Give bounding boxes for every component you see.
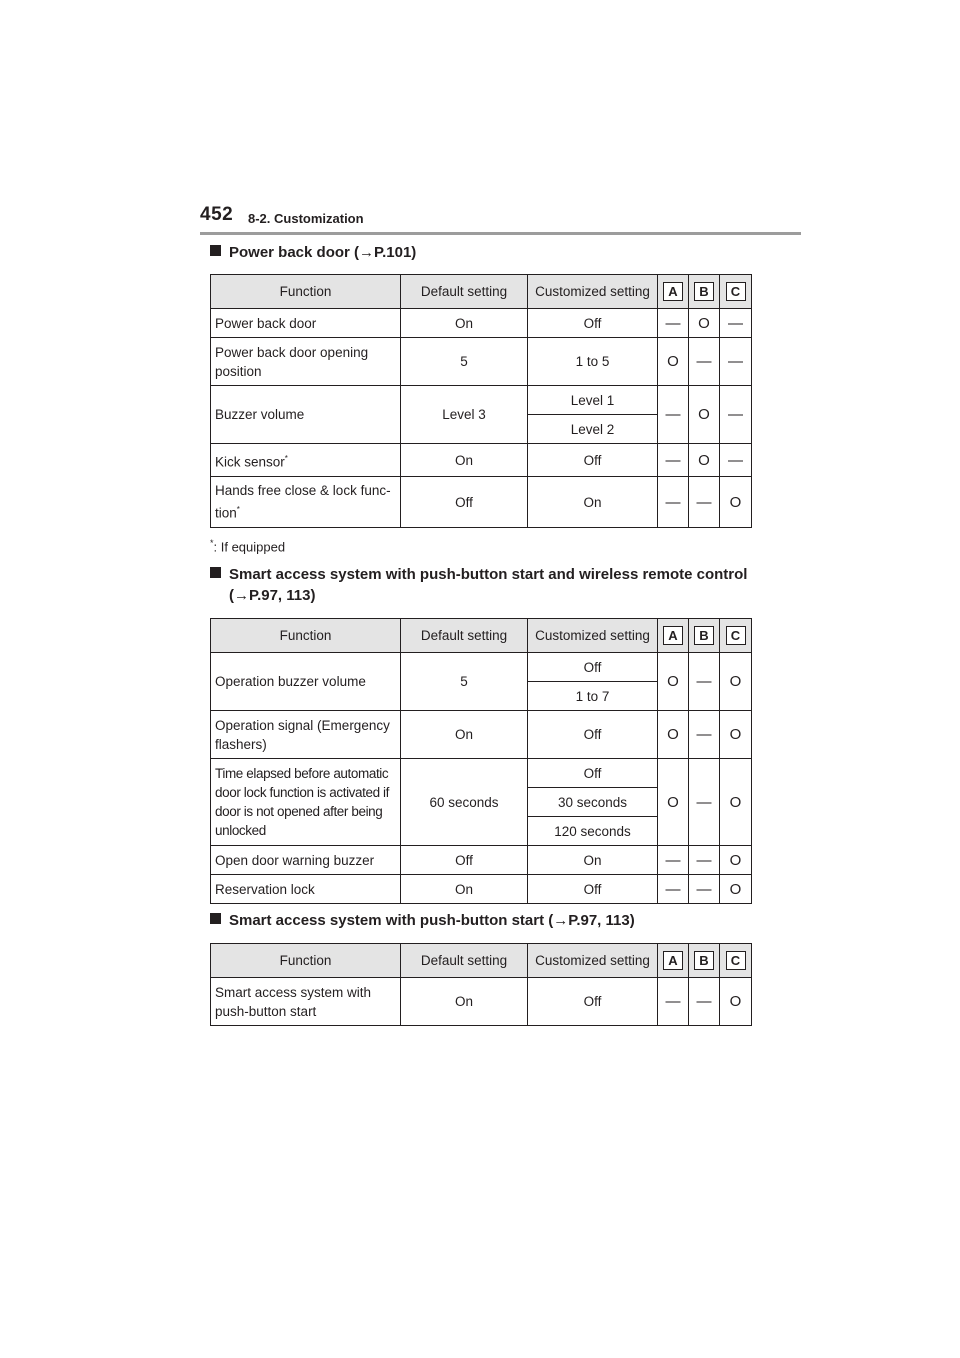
table-header-row: Function Default setting Customized setting A B C — [211, 619, 752, 653]
table-row: Kick sensor* On Off — O — — [211, 444, 752, 477]
table-row: 120 seconds — [211, 817, 752, 846]
heading-smart-access: Smart access system with push-button start (→P.97, 113) — [210, 910, 635, 931]
table-row: Operation buzzer volume 5 Off O — O — [211, 653, 752, 682]
heading-power-back-door: Power back door (→P.101) — [210, 242, 416, 263]
table-row: Power back door On Off — O — — [211, 309, 752, 338]
table-header-row — [211, 275, 752, 309]
table-header-row: Function Default setting Customized setting A B C — [211, 944, 752, 978]
col-function: Function — [211, 275, 401, 309]
table-row: Operation signal (Emergency flashers) On Off O — O — [211, 711, 752, 759]
square-bullet-icon — [210, 245, 221, 256]
smart-access-remote-table — [210, 618, 752, 904]
table-row: Reservation lock On Off — — O — [211, 875, 752, 904]
square-bullet-icon — [210, 913, 221, 924]
table-row: Buzzer volume Level 3 Level 1 — O — — [211, 386, 752, 415]
col-a: A — [663, 282, 683, 301]
page-number: 452 — [200, 204, 234, 225]
table-row: Hands free close & lock func-tion* Off On — — O — [211, 477, 752, 528]
smart-access-table — [210, 943, 752, 1026]
heading-smart-access-remote: Smart access system with push-button start and wireless remote control (→P.97, 113) — [210, 564, 747, 606]
table-row: Time elapsed before automatic door lock function is activated if door is not opened after being unlocked 60 seconds Off O — O — [211, 759, 752, 788]
col-custom: Customized setting — [528, 275, 658, 309]
table-row: Smart access system with push-button start On Off — — O — [211, 978, 752, 1026]
col-default: Default setting — [401, 275, 528, 309]
table-row: 1 to 7 — [211, 682, 752, 711]
section-title: 8-2. Customization — [248, 211, 364, 226]
power-back-door-table — [210, 274, 752, 528]
square-bullet-icon — [210, 567, 221, 578]
table-row: Level 2 — [211, 415, 752, 444]
table-row: 30 seconds — [211, 788, 752, 817]
table-row: Power back door opening position 5 1 to 5 O — — — [211, 338, 752, 386]
col-c: C — [726, 282, 746, 301]
table-row: Open door warning buzzer Off On — — O — [211, 846, 752, 875]
header-divider — [200, 232, 801, 235]
col-b: B — [694, 282, 714, 301]
footnote: *: If equipped — [210, 538, 286, 555]
